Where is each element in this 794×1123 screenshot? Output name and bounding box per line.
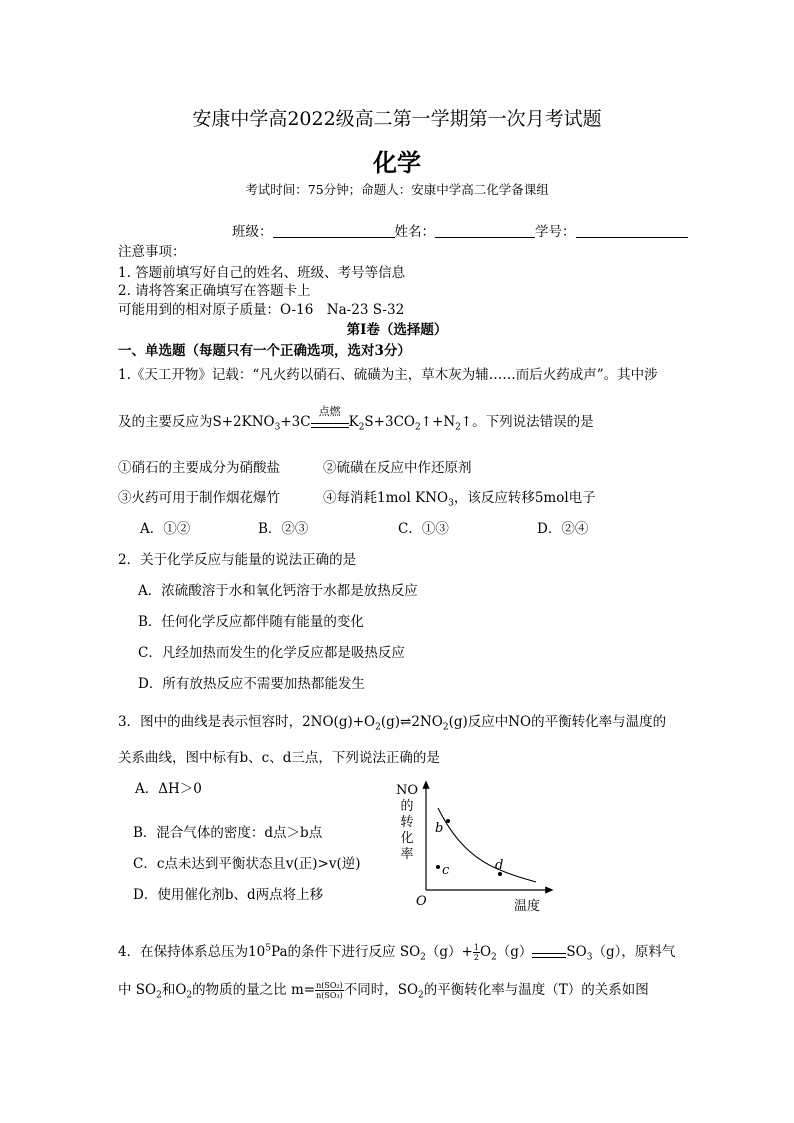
q2-option-b[interactable]: B．任何化学反应都伴随有能量的变化 xyxy=(138,614,364,630)
notes-item-2: 2. 请将答案正确填写在答题卡上 xyxy=(118,283,311,299)
ratio-fraction: $\frac{\text{n(SO₂)}}{\text{n(SO₃)}}$ xyxy=(316,981,343,1000)
q1-statement-1: ①硝石的主要成分为硝酸盐 xyxy=(118,460,280,476)
q3-chart-svg xyxy=(380,776,560,916)
q1-option-a[interactable]: A．①② xyxy=(140,521,191,537)
student-info-row xyxy=(232,220,688,240)
q1-statement-2: ②硫磺在反应中作还原剂 xyxy=(323,460,472,476)
half-fraction: $\frac{1}{2}$ xyxy=(473,943,479,962)
point-b xyxy=(446,819,450,823)
class-field[interactable] xyxy=(273,223,395,238)
id-label: 学号： xyxy=(535,224,576,240)
q1-stem-line2: 及的主要反应为$S+2KNO_3+3C$ 点燃 $K_2S+3CO_2↑+N_2↑$。下列说法错误的是 xyxy=(118,405,594,433)
atomic-masses: 可能用到的相对原子质量：O-16 Na-23 S-32 xyxy=(118,302,405,318)
point-c-label: c xyxy=(442,863,450,878)
class-label: 班级： xyxy=(232,224,273,240)
q2-option-a[interactable]: A．浓硫酸溶于水和氧化钙溶于水都是放热反应 xyxy=(138,583,418,599)
y-axis-label-line: 率 xyxy=(400,847,414,862)
q3-option-a[interactable]: A．ΔH＞0 xyxy=(135,781,202,797)
point-d-label: d xyxy=(495,858,504,873)
conversion-curve xyxy=(438,808,536,882)
q4-stem-line2: 中 $SO_2$和$O_2$的物质的量之比 m= $\frac{\text{n(SO₂)}}{\text{n(SO₃)}}$ 不同时，$SO_2$的平衡转化率与温度（T）的关系如图 xyxy=(118,981,649,1001)
notes-item-1: 1. 答题前填写好自己的姓名、班级、考号等信息 xyxy=(118,265,406,281)
name-label: 姓名： xyxy=(394,224,435,240)
name-field[interactable] xyxy=(435,223,535,238)
y-axis-label-line: 化 xyxy=(400,831,414,846)
section-title: 第Ⅰ卷（选择题） xyxy=(346,322,448,338)
q2-option-d[interactable]: D．所有放热反应不需要加热都能发生 xyxy=(138,676,365,692)
q1-statement-3: ③火药可用于制作烟花爆竹 xyxy=(118,490,280,506)
x-axis-label: 温度 xyxy=(514,899,541,914)
q1-option-c[interactable]: C．①③ xyxy=(398,521,449,537)
exam-meta: 考试时间：75分钟；命题人：安康中学高二化学备课组 xyxy=(245,182,549,197)
point-b-label: b xyxy=(435,821,444,836)
y-axis-label-line: NO xyxy=(395,783,419,798)
equilibrium-arrow xyxy=(532,953,566,958)
q1-option-d[interactable]: D．②④ xyxy=(537,521,589,537)
q3-option-d[interactable]: D．使用催化剂b、d两点将上移 xyxy=(133,887,324,903)
reaction-condition: 点燃 xyxy=(311,417,349,428)
q3-stem-line1: 3．图中的曲线是表示恒容时，$2NO(g)+O_2(g)\rightleftharpoons 2NO_2(g)$反应中NO的平衡转化率与温度的 xyxy=(118,714,667,733)
q3-option-c[interactable]: C．c点未达到平衡状态且v(正)>v(逆) xyxy=(133,856,361,872)
exam-title: 安康中学高2022级高二第一学期第一次月考试题 xyxy=(192,108,602,130)
id-field[interactable] xyxy=(576,223,688,238)
q1-stem-line1: 1.《天工开物》记载：“凡火药以硝石、硫磺为主，草木灰为辅……而后火药成声”。其中涉 xyxy=(118,367,658,383)
y-axis-label-line: 转 xyxy=(400,815,414,830)
origin-label: O xyxy=(416,894,427,909)
subject-title: 化学 xyxy=(373,148,421,177)
q3-option-b[interactable]: B．混合气体的密度：d点＞b点 xyxy=(133,825,323,841)
q2-stem: 2．关于化学反应与能量的说法正确的是 xyxy=(118,552,357,568)
q3-stem-line2: 关系曲线，图中标有b、c、d三点，下列说法正确的是 xyxy=(118,750,440,766)
q3-chart xyxy=(380,776,560,916)
point-c xyxy=(436,865,440,869)
q1-option-b[interactable]: B．②③ xyxy=(258,521,309,537)
q2-option-c[interactable]: C．凡经加热而发生的化学反应都是吸热反应 xyxy=(138,645,405,661)
q1-statement-4: ④每消耗1mol $KNO_3$，该反应转移5mol电子 xyxy=(323,490,596,509)
q4-stem-line1: 4．在保持体系总压为$10^5Pa$的条件下进行反应 $SO_2(g)+$ $\frac{1}{2}$ $O_2(g)$ $SO_3(g)$，原料气 xyxy=(118,943,676,963)
y-axis-label-line: 的 xyxy=(400,799,414,814)
part1-heading: 一、单选题（每题只有一个正确选项，选对3分） xyxy=(118,343,411,359)
notes-heading: 注意事项： xyxy=(118,244,186,260)
